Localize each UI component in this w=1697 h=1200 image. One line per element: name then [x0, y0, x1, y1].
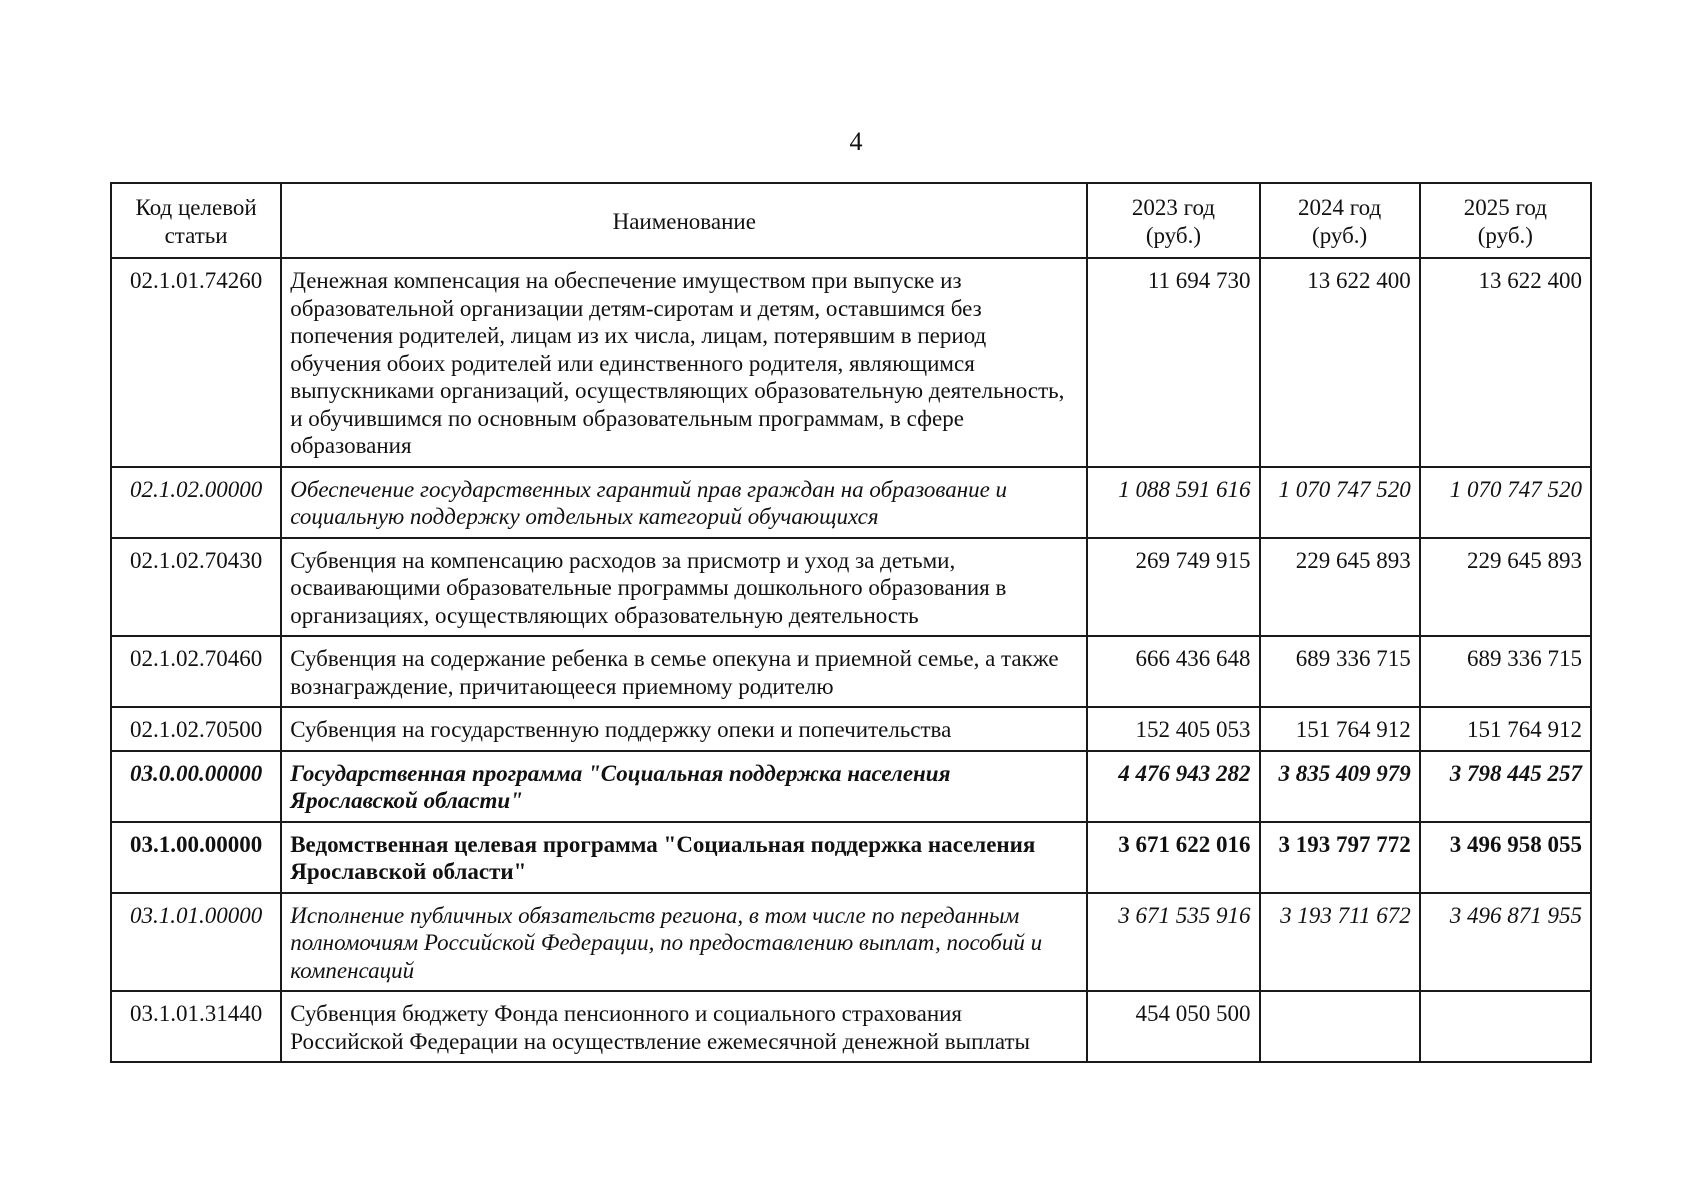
row-value-2025: 229 645 893	[1420, 538, 1591, 637]
row-code: 02.1.02.00000	[111, 467, 281, 538]
row-value-2024	[1260, 991, 1420, 1062]
row-value-2024: 13 622 400	[1260, 258, 1420, 467]
row-value-2023: 11 694 730	[1087, 258, 1259, 467]
table-row	[111, 467, 1591, 538]
header-code: Код целевой статьи	[111, 183, 281, 258]
row-value-2023: 3 671 535 916	[1087, 893, 1259, 992]
row-name: Ведомственная целевая программа "Социальная поддержка населения Ярославской области"	[281, 822, 1087, 893]
row-name: Субвенция на государственную поддержку опеки и попечительства	[281, 707, 1087, 751]
row-name: Обеспечение государственных гарантий прав граждан на образование и социальную поддержку отдельных категорий обучающихся	[281, 467, 1087, 538]
table-row	[111, 822, 1591, 893]
row-value-2024: 3 193 711 672	[1260, 893, 1420, 992]
row-code: 03.0.00.00000	[111, 751, 281, 822]
row-value-2023: 454 050 500	[1087, 991, 1259, 1062]
header-2023: 2023 год (руб.)	[1087, 183, 1259, 258]
row-name: Денежная компенсация на обеспечение имуществом при выпуске из образовательной организации детям-сиротам и детям, оставшимся без попечения родителей, лицам из их числа, лицам, потерявшим в период обучения обоих родителей или единственного родителя, являющимся выпускниками организаций, осуществляющих образовательную деятельность, и обучившимся по основным образовательным программам, в сфере образования	[281, 258, 1087, 467]
table-row	[111, 636, 1591, 707]
row-value-2025: 151 764 912	[1420, 707, 1591, 751]
row-value-2025: 3 798 445 257	[1420, 751, 1591, 822]
row-value-2023: 4 476 943 282	[1087, 751, 1259, 822]
table-header-row	[111, 183, 1591, 258]
row-value-2023: 1 088 591 616	[1087, 467, 1259, 538]
row-code: 03.1.01.00000	[111, 893, 281, 992]
table-row	[111, 991, 1591, 1062]
header-name: Наименование	[281, 183, 1087, 258]
row-value-2024: 689 336 715	[1260, 636, 1420, 707]
row-value-2024: 3 835 409 979	[1260, 751, 1420, 822]
row-value-2023: 152 405 053	[1087, 707, 1259, 751]
table-row	[111, 893, 1591, 992]
row-value-2024: 151 764 912	[1260, 707, 1420, 751]
row-value-2024: 229 645 893	[1260, 538, 1420, 637]
table-row	[111, 707, 1591, 751]
row-code: 02.1.02.70460	[111, 636, 281, 707]
table-body	[111, 258, 1591, 1062]
row-value-2025: 1 070 747 520	[1420, 467, 1591, 538]
table-row	[111, 751, 1591, 822]
page-number: 4	[849, 127, 863, 156]
row-name: Субвенция на компенсацию расходов за присмотр и уход за детьми, осваивающими образовательные программы дошкольного образования в организациях, осуществляющих образовательную деятельность	[281, 538, 1087, 637]
row-name: Государственная программа "Социальная поддержка населения Ярославской области"	[281, 751, 1087, 822]
row-value-2025: 3 496 871 955	[1420, 893, 1591, 992]
row-value-2024: 1 070 747 520	[1260, 467, 1420, 538]
row-value-2023: 3 671 622 016	[1087, 822, 1259, 893]
row-value-2025: 13 622 400	[1420, 258, 1591, 467]
row-value-2025	[1420, 991, 1591, 1062]
header-2025: 2025 год (руб.)	[1420, 183, 1591, 258]
row-value-2024: 3 193 797 772	[1260, 822, 1420, 893]
row-value-2023: 666 436 648	[1087, 636, 1259, 707]
row-value-2025: 689 336 715	[1420, 636, 1591, 707]
row-name: Исполнение публичных обязательств региона, в том числе по переданным полномочиям Российской Федерации, по предоставлению выплат, пособий и компенсаций	[281, 893, 1087, 992]
row-code: 03.1.01.31440	[111, 991, 281, 1062]
row-value-2025: 3 496 958 055	[1420, 822, 1591, 893]
row-code: 02.1.02.70430	[111, 538, 281, 637]
table-row	[111, 258, 1591, 467]
row-name: Субвенция на содержание ребенка в семье опекуна и приемной семье, а также вознаграждение, причитающееся приемному родителю	[281, 636, 1087, 707]
header-2024: 2024 год (руб.)	[1260, 183, 1420, 258]
row-value-2023: 269 749 915	[1087, 538, 1259, 637]
row-name: Субвенция бюджету Фонда пенсионного и социального страхования Российской Федерации на осуществление ежемесячной денежной выплаты	[281, 991, 1087, 1062]
row-code: 02.1.01.74260	[111, 258, 281, 467]
budget-table	[110, 182, 1592, 1063]
table-row	[111, 538, 1591, 637]
row-code: 02.1.02.70500	[111, 707, 281, 751]
row-code: 03.1.00.00000	[111, 822, 281, 893]
